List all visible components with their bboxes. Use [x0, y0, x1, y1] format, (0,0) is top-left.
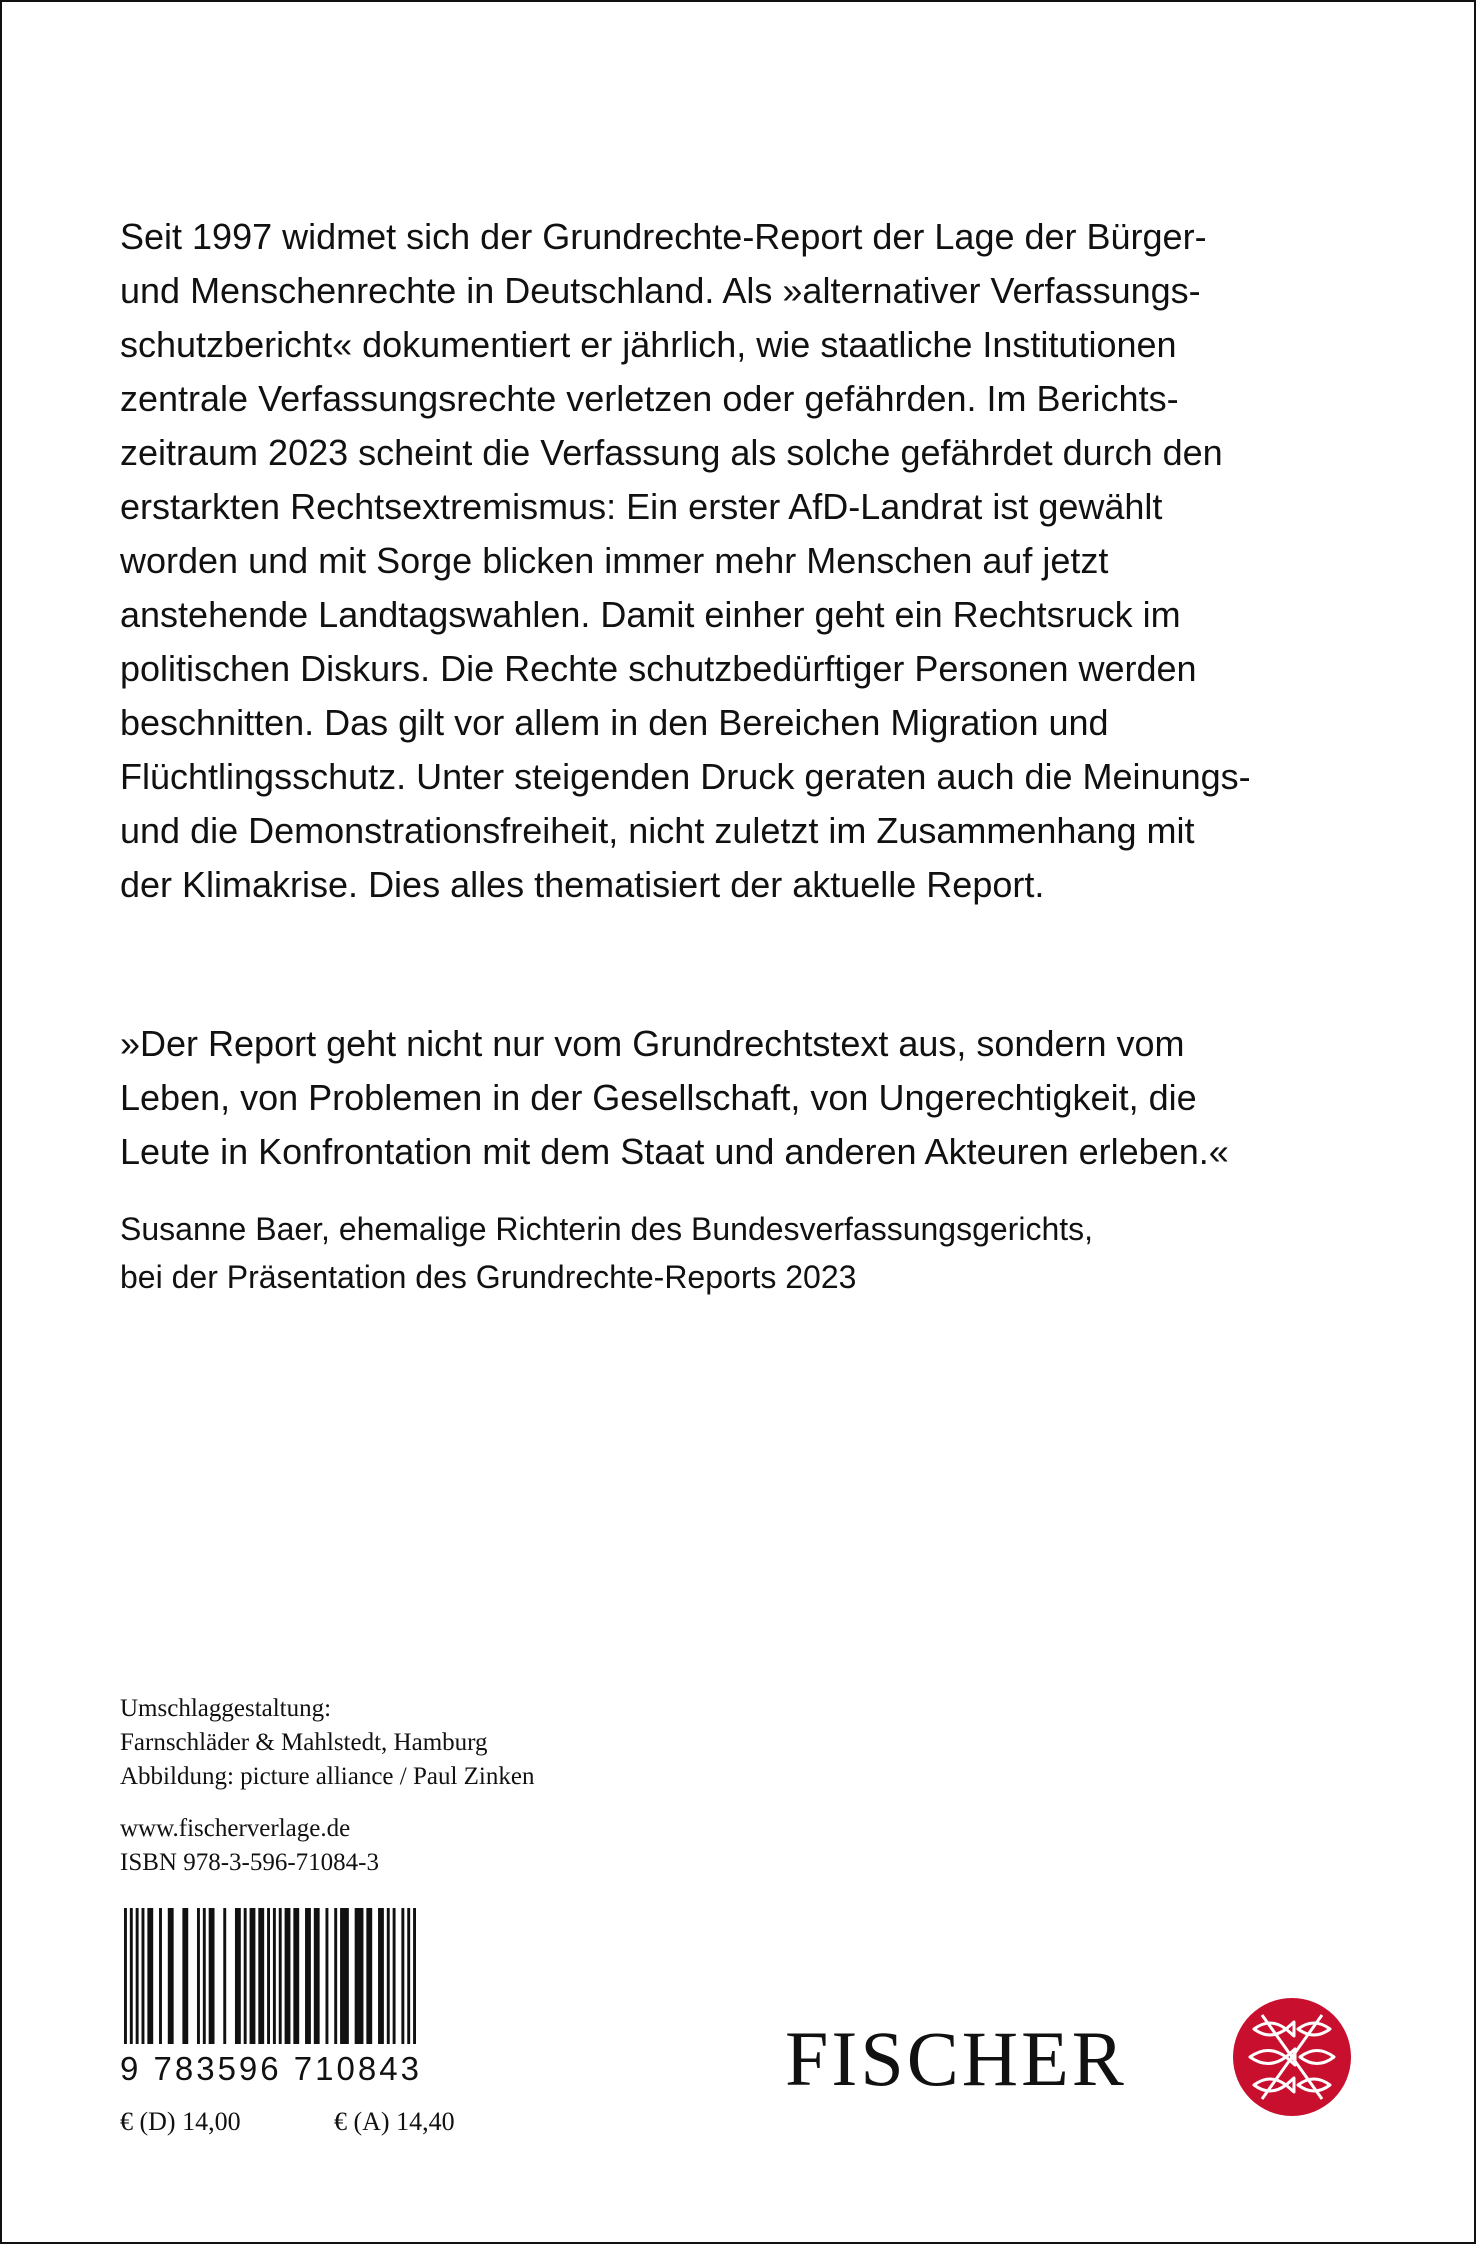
barcode-digits: 9 783596 710843 [120, 2050, 422, 2087]
cover-design-label: Umschlaggestaltung: [120, 1695, 332, 1722]
price-germany: € (D) 14,00 [120, 2107, 241, 2136]
fischer-fish-logo-icon [1232, 1997, 1352, 2117]
quote-block [120, 1017, 1260, 1179]
barcode-bar [401, 1908, 404, 2044]
barcode-bar [267, 1908, 270, 2044]
blurb-line: schutzbericht« dokumentiert er jährlich, wie staatliche Institutionen [120, 324, 1177, 365]
barcode-bar [407, 1908, 410, 2044]
isbn-text: ISBN 978-3-596-71084-3 [120, 1849, 380, 1876]
barcode-bar [387, 1908, 390, 2044]
barcode-bar [314, 1908, 320, 2044]
illustration-credit: Abbildung: picture alliance / Paul Zinken [120, 1763, 535, 1790]
publisher-name: FISCHER [785, 2015, 1127, 2102]
barcode-bars [120, 1908, 420, 2048]
blurb-line: und die Demonstrationsfreiheit, nicht zuletzt im Zusammenhang mit [120, 810, 1195, 851]
blurb-paragraph [120, 210, 1251, 912]
isbn-barcode [120, 1908, 420, 2093]
blurb-line: Seit 1997 widmet sich der Grundrechte-Report der Lage der Bürger- [120, 216, 1207, 257]
barcode-bar [203, 1908, 206, 2044]
barcode-bar [305, 1908, 311, 2044]
barcode-bar [340, 1908, 349, 2044]
blurb-line: politischen Diskurs. Die Rechte schutzbedürftiger Personen werden [120, 648, 1197, 689]
barcode-bar [136, 1908, 139, 2044]
barcode-bar [355, 1908, 364, 2044]
barcode-bar [378, 1908, 384, 2044]
barcode-bar [413, 1908, 416, 2044]
quote-line: Leben, von Problemen in der Gesellschaft, von Ungerechtigkeit, die [120, 1077, 1197, 1118]
publisher-brand [782, 1992, 1362, 2142]
publisher-website: www.fischerverlage.de [120, 1815, 351, 1842]
barcode-bar [235, 1908, 241, 2044]
attribution-line: Susanne Baer, ehemalige Richterin des Bundesverfassungsgerichts, [120, 1211, 1094, 1247]
barcode-bar [130, 1908, 133, 2044]
blurb-line: zeitraum 2023 scheint die Verfassung als solche gefährdet durch den [120, 432, 1223, 473]
barcode-bar [244, 1908, 247, 2044]
blurb-line: erstarkten Rechtsextremismus: Ein erster AfD-Landrat ist gewählt [120, 486, 1163, 527]
quote-line: Leute in Konfrontation mit dem Staat und anderen Akteuren erleben.« [120, 1131, 1229, 1172]
barcode-bar [223, 1908, 226, 2044]
barcode-bar [142, 1908, 145, 2044]
barcode-bar [147, 1908, 153, 2044]
barcode-bar [285, 1908, 291, 2044]
barcode-bar [293, 1908, 299, 2044]
barcode-bar [168, 1908, 174, 2044]
barcode-bar [325, 1908, 328, 2044]
barcode-bar [124, 1908, 127, 2044]
price-austria: € (A) 14,40 [334, 2107, 455, 2136]
blurb-line: zentrale Verfassungsrechte verletzen oder gefährden. Im Berichts- [120, 378, 1179, 419]
barcode-bar [197, 1908, 200, 2044]
attribution-line: bei der Präsentation des Grundrechte-Reports 2023 [120, 1259, 857, 1295]
blurb-line: der Klimakrise. Dies alles thematisiert der aktuelle Report. [120, 864, 1045, 905]
blurb-line: und Menschenrechte in Deutschland. Als »alternativer Verfassungs- [120, 270, 1201, 311]
credits-block [120, 1692, 720, 1880]
quote-line: »Der Report geht nicht nur vom Grundrechtstext aus, sondern vom [120, 1023, 1185, 1064]
blurb-line: beschnitten. Das gilt vor allem in den Bereichen Migration und [120, 702, 1109, 743]
blurb-line: worden und mit Sorge blicken immer mehr Menschen auf jetzt [120, 540, 1109, 581]
barcode-bar [182, 1908, 188, 2044]
price-row [120, 2104, 620, 2140]
barcode-bar [273, 1908, 276, 2044]
blurb-line: Flüchtlingsschutz. Unter steigenden Druck geraten auch die Meinungs- [120, 756, 1251, 797]
barcode-bar [393, 1908, 396, 2044]
quote-attribution [120, 1205, 1260, 1301]
cover-designer: Farnschläder & Mahlstedt, Hamburg [120, 1729, 488, 1756]
barcode-bar [209, 1908, 215, 2044]
barcode-bar [366, 1908, 372, 2044]
blurb-line: anstehende Landtagswahlen. Damit einher geht ein Rechtsruck im [120, 594, 1181, 635]
barcode-bar [250, 1908, 256, 2044]
barcode-bar [258, 1908, 264, 2044]
barcode-bar [279, 1908, 282, 2044]
barcode-bar [334, 1908, 337, 2044]
barcode-bar [159, 1908, 162, 2044]
